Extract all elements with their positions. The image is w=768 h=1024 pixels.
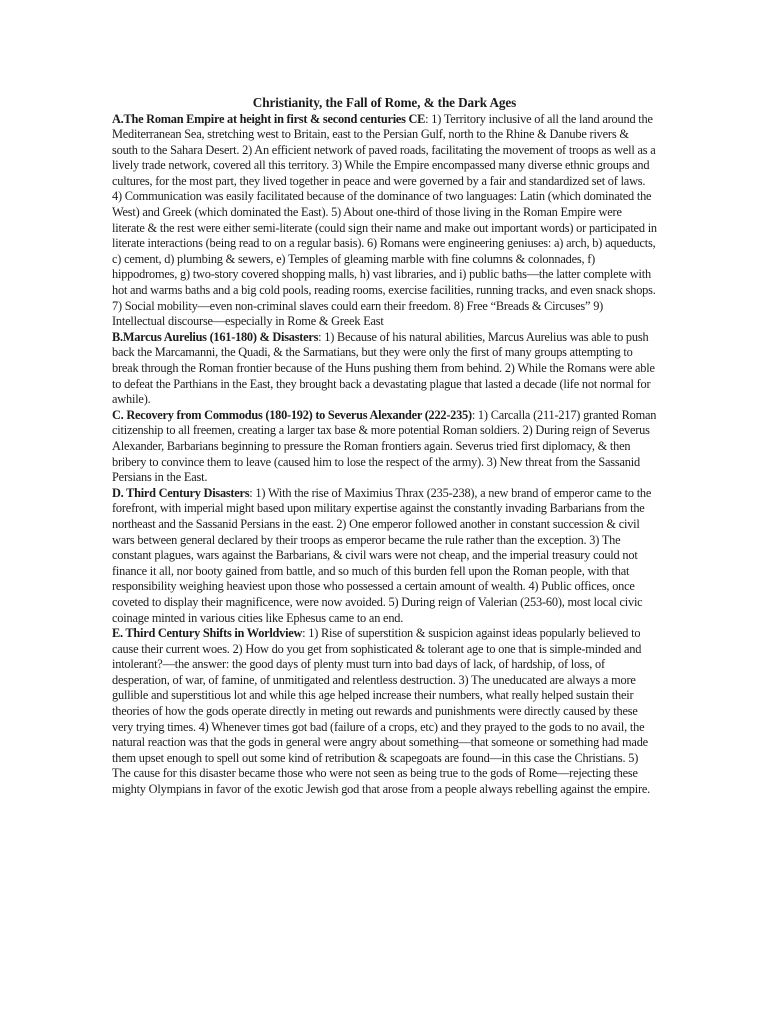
section-c-heading: C. Recovery from Commodus (180-192) to Severus Alexander (222-235) — [112, 407, 472, 422]
section-a-heading: A.The Roman Empire at height in first & second centuries CE — [112, 111, 426, 126]
section-c — [112, 408, 657, 486]
section-b-text: : 1) Because of his natural abilities, Marcus Aurelius was able to push back the Marcamanni, the Quadi, & the Sarmatians, but they were only the first of many groups attempting to break through the Roman frontier because of the Huns pushing them from behind. 2) While the Romans were able to defeat the Parthians in the East, they brought back a devastating plague that lasted a decade (life not normal for awhile). — [112, 329, 655, 407]
section-e — [112, 626, 657, 798]
section-a-text: : 1) Territory inclusive of all the land around the Mediterranean Sea, stretching west to Britain, east to the Persian Gulf, north to the Rhine & Danube rivers & south to the Sahara Desert. 2) An efficient network of paved roads, facilitating the movement of troops as well as a lively trade network, covered all this territory. 3) While the Empire encompassed many diverse ethnic groups and cultures, for the most part, they lived together in peace and were governed by a fair and standardized set of laws. 4) Communication was easily facilitated because of the dominance of two languages: Latin (which dominated the West) and Greek (which dominated the East). 5) About one-third of those living in the Roman Empire were literate & the rest were either semi-literate (could sign their name and make out important words) or participated in literate interactions (being read to on a regular basis). 6) Romans were engineering geniuses: a) arch, b) aqueducts, c) cement, d) plumbing & sewers, e) Temples of gleaming marble with fine columns & colonnades, f) hippodromes, g) two-story covered shopping malls, h) vast libraries, and i) public baths—the latter complete with hot and warms baths and a big cold pools, reading rooms, exercise facilities, running tracks, and even snack shops. 7) Social mobility—even non-criminal slaves could earn their freedom. 8) Free “Breads & Circuses” 9) Intellectual discourse—especially in Rome & Greek East — [112, 111, 657, 329]
section-a — [112, 112, 657, 330]
section-d-heading: D. Third Century Disasters — [112, 485, 250, 500]
document-title: Christianity, the Fall of Rome, & the Dark Ages — [252, 95, 517, 110]
document-page — [112, 95, 657, 798]
section-e-heading: E. Third Century Shifts in Worldview — [112, 626, 303, 641]
section-e-text: : 1) Rise of superstition & suspicion against ideas popularly believed to cause their current woes. 2) How do you get from sophisticated & tolerant age to one that is simple-minded and intolerant?—the answer: the good days of plenty must turn into bad days of lack, of hardship, of loss, of desperation, of war, of famine, of unmitigated and relentless destruction. 3) The uneducated are always a more gullible and superstitious lot and while this age helped increase their numbers, what really helped sustain their theories of how the gods operate directly in meting out rewards and punishments were directly caused by these very trying times. 4) Whenever times got bad (failure of a crops, etc) and they prayed to the gods to no avail, the natural reaction was that the gods in general were angry about something—that someone or something had made them upset enough to spell out some kind of retribution & scapegoats are found—in this case the Christians. 5) The cause for this disaster became those who were not seen as being true to the gods of Rome—rejecting these mighty Olympians in favor of the exotic Jewish god that arose from a people always rebelling against the empire. — [112, 626, 651, 797]
section-d — [112, 486, 657, 626]
section-c-text: : 1) Carcalla (211-217) granted Roman citizenship to all freemen, creating a larger tax base & more potential Roman soldiers. 2) During reign of Severus Alexander, Barbarians beginning to pressure the Roman frontiers again. Severus tried first diplomacy, & then bribery to convince them to leave (caused him to lose the respect of the army). 3) New threat from the Sassanid Persians in the East. — [112, 407, 657, 485]
section-b-heading: B.Marcus Aurelius (161-180) & Disasters — [112, 329, 319, 344]
section-d-text: : 1) With the rise of Maximius Thrax (235-238), a new brand of emperor came to the forefront, with imperial might based upon military expertise against the constantly invading Barbarians from the northeast and the Sassanid Persians in the east. 2) One emperor followed another in constant succession & civil wars between general declared by their troops as emperor became the rule rather than the exception. 3) The constant plagues, wars against the Barbarians, & civil wars were not cheap, and the imperial treasury could not finance it all, nor booty gained from battle, and so much of this burden fell upon the Roman people, with that responsibility weighing heaviest upon those who possessed a certain amount of wealth. 4) Public offices, once coveted to display their magnificence, were now avoided. 5) During reign of Valerian (253-60), most local civic coinage minted in various cities like Ephesus came to an end. — [112, 485, 652, 625]
section-b — [112, 330, 657, 408]
